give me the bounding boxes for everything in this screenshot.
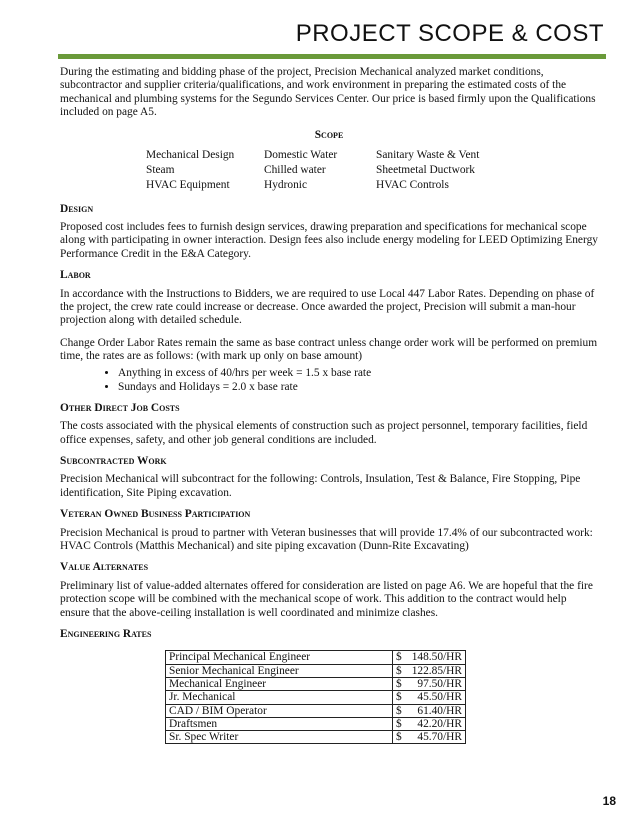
- alternates-text: Preliminary list of value-added alternates offered for consideration are listed on page A6. We are hopeful that the fire protection scope will be combined with the mechanical scope of work. This addition to the contract would help ensure that the above-ceiling installation is well coordinated and minimize clashes.: [60, 579, 593, 619]
- rate-amount: 61.40/HR: [417, 704, 462, 717]
- rate-role: Senior Mechanical Engineer: [166, 664, 393, 677]
- scope-grid: [146, 148, 598, 194]
- scope-item: Sanitary Waste & Vent: [376, 149, 480, 162]
- subcontracted-heading: Subcontracted Work: [60, 454, 167, 467]
- currency-symbol: $: [396, 677, 402, 690]
- scope-heading: Scope: [314, 128, 344, 141]
- currency-symbol: $: [396, 664, 402, 677]
- rate-value: [393, 731, 466, 744]
- table-row: [166, 717, 466, 730]
- rate-value: [393, 664, 466, 677]
- rate-amount: 122.85/HR: [411, 664, 462, 677]
- other-costs-text: The costs associated with the physical elements of construction such as project personnel, temporary facilities, field office expenses, safety, and other job general conditions are included.: [60, 420, 588, 446]
- rate-value: [393, 691, 466, 704]
- rates-heading: Engineering Rates: [60, 627, 152, 640]
- rate-amount: 42.20/HR: [417, 717, 462, 730]
- scope-item: HVAC Controls: [376, 179, 449, 192]
- currency-symbol: $: [396, 704, 402, 717]
- table-row: [166, 704, 466, 717]
- table-row: [166, 664, 466, 677]
- veteran-text: Precision Mechanical is proud to partner with Veteran businesses that will provide 17.4% of our subcontracted work: HVAC Controls (Matthis Mechanical) and site piping excavation (Dunn-Rite Excavating): [60, 526, 593, 552]
- rate-value: [393, 717, 466, 730]
- design-heading: Design: [60, 202, 94, 215]
- other-costs-heading: Other Direct Job Costs: [60, 401, 180, 414]
- alternates-heading: Value Alternates: [60, 561, 149, 574]
- rates-table: [165, 650, 466, 744]
- table-row: [166, 691, 466, 704]
- currency-symbol: $: [396, 691, 402, 704]
- rate-amount: 45.70/HR: [417, 731, 462, 744]
- rate-amount: 148.50/HR: [411, 651, 462, 664]
- labor-text-2: Change Order Labor Rates remain the same as base contract unless change order work will be performed on premium time, the rates are as follows: (with mark up only on base amount): [60, 336, 598, 363]
- currency-symbol: $: [396, 717, 402, 730]
- rate-role: Draftsmen: [166, 717, 393, 730]
- page-number: 18: [602, 794, 616, 808]
- rate-amount: 45.50/HR: [417, 691, 462, 704]
- labor-heading: Labor: [60, 269, 91, 282]
- rate-role: Jr. Mechanical: [166, 691, 393, 704]
- intro-paragraph: During the estimating and bidding phase of the project, Precision Mechanical analyzed market conditions, subcontractor and supplier criteria/qualifications, and work environment in preparing the estimated costs of the mechanical and plumbing systems for the Segundo Services Center. Our price is based firmly upon the Qualifications included on page A5.: [60, 66, 596, 119]
- table-row: [166, 677, 466, 690]
- scope-item: Steam: [146, 164, 175, 177]
- scope-item: Mechanical Design: [146, 149, 235, 162]
- veteran-heading: Veteran Owned Business Participation: [60, 508, 251, 521]
- labor-bullets: [60, 366, 598, 394]
- currency-symbol: $: [396, 651, 402, 664]
- list-item: • Anything in excess of 40/hrs per week = 1.5 x base rate: [118, 366, 598, 380]
- subcontracted-text: Precision Mechanical will subcontract for the following: Controls, Insulation, Test & Balance, Fire Stopping, Pipe identification, Site Piping excavation.: [60, 473, 581, 499]
- rate-role: CAD / BIM Operator: [166, 704, 393, 717]
- rate-role: Sr. Spec Writer: [166, 731, 393, 744]
- rate-role: Mechanical Engineer: [166, 677, 393, 690]
- table-row: [166, 731, 466, 744]
- scope-item: Chilled water: [264, 164, 326, 177]
- labor-text-1: In accordance with the Instructions to Bidders, we are required to use Local 447 Labor Rates. Depending on phase of the project, the crew rate could increase or decrease. Once awarded the project, Precision will submit a man-hour projection along with detailed schedule.: [60, 287, 595, 327]
- scope-item: HVAC Equipment: [146, 179, 230, 192]
- table-row: [166, 651, 466, 664]
- rate-value: [393, 677, 466, 690]
- scope-item: Hydronic: [264, 179, 308, 192]
- rate-value: [393, 704, 466, 717]
- title-rule: [58, 54, 606, 59]
- rate-value: [393, 651, 466, 664]
- rate-role: Principal Mechanical Engineer: [166, 651, 393, 664]
- design-text: Proposed cost includes fees to furnish design services, drawing preparation and specifications for mechanical scope along with participating in owner interaction. Design fees also include energy modeling for LEED Optimizing Energy Performance Credit in the E&A Category.: [60, 221, 598, 260]
- list-item: • Sundays and Holidays = 2.0 x base rate: [118, 380, 598, 394]
- currency-symbol: $: [396, 731, 402, 744]
- page-content: [60, 66, 598, 744]
- page-title: PROJECT SCOPE & COST: [295, 20, 604, 47]
- rate-amount: 97.50/HR: [417, 677, 462, 690]
- scope-item: Sheetmetal Ductwork: [376, 164, 476, 177]
- scope-item: Domestic Water: [264, 149, 338, 162]
